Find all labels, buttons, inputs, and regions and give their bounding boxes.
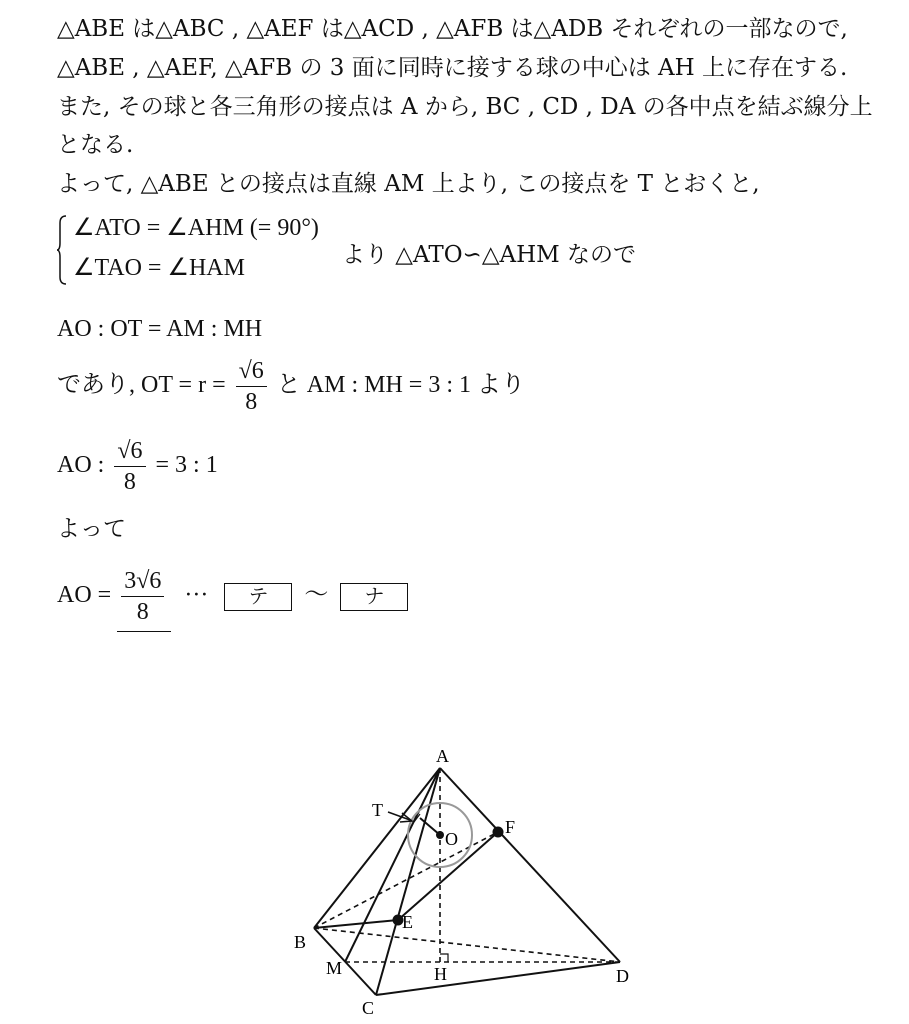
- final-prefix: AO =: [57, 582, 112, 609]
- answer-box-te: テ: [224, 583, 292, 611]
- fraction-numerator: 3√6: [121, 566, 164, 597]
- label-c: C: [362, 998, 375, 1018]
- label-e: E: [402, 912, 413, 932]
- edge-cd: [376, 962, 620, 995]
- edge-ab: [314, 768, 440, 928]
- point-o: [436, 831, 444, 839]
- ao-fraction: [114, 436, 145, 497]
- tilde: 〜: [304, 582, 329, 609]
- ot-suffix: と AM : MH = 3 : 1 より: [276, 372, 526, 399]
- text-yotte: よって: [57, 516, 126, 542]
- tetrahedron-figure: [280, 740, 660, 1024]
- ellipsis: ···: [184, 582, 209, 609]
- text-line-1: △ABE は△ABC , △AEF は△ACD , △AFB は△ADB それぞれの一部なので,: [57, 16, 848, 42]
- edge-bd-hidden: [314, 928, 620, 962]
- answer-underline: [117, 631, 171, 632]
- label-t: T: [372, 800, 383, 820]
- ratio-equation: AO : OT = AM : MH: [57, 316, 263, 342]
- label-d: D: [616, 966, 629, 986]
- edge-ac: [376, 768, 440, 995]
- final-answer-line: [57, 566, 408, 627]
- system-row-2: ∠TAO = ∠HAM: [73, 255, 245, 281]
- similarity-statement: より △ATO∽△AHM なので: [342, 242, 637, 268]
- system-row-1: ∠ATO = ∠AHM (= 90°): [73, 215, 319, 241]
- fraction-denominator: 8: [136, 599, 149, 625]
- label-f: F: [505, 817, 516, 837]
- right-angle-mark-h: [440, 954, 448, 962]
- edge-ad: [440, 768, 620, 962]
- ao-prefix: AO :: [57, 452, 105, 479]
- ot-prefix: であり, OT = r =: [57, 372, 226, 399]
- ot-fraction: [236, 356, 267, 417]
- final-fraction: [121, 566, 164, 627]
- label-o: O: [445, 829, 458, 849]
- fraction-denominator: 8: [245, 389, 258, 415]
- ao-suffix: = 3 : 1: [155, 452, 218, 479]
- ot-equation-line: [57, 356, 525, 417]
- label-h: H: [434, 964, 447, 984]
- fraction-denominator: 8: [123, 469, 136, 495]
- ao-ratio-line: [57, 436, 218, 497]
- fraction-numerator: √6: [236, 356, 267, 387]
- text-line-2: △ABE , △AEF, △AFB の 3 面に同時に接する球の中心は AH 上に存在する.: [57, 55, 848, 81]
- point-f: [493, 827, 504, 838]
- text-line-5: よって, △ABE との接点は直線 AM 上より, この接点を T とおくと,: [57, 171, 760, 197]
- text-line-4: となる.: [57, 132, 134, 158]
- answer-box-na: ナ: [340, 583, 408, 611]
- label-m: M: [326, 958, 343, 978]
- label-a: A: [436, 746, 449, 766]
- text-line-3: また, その球と各三角形の接点は A から, BC , CD , DA の各中点を結ぶ線分上: [57, 94, 873, 120]
- line-be: [314, 920, 398, 928]
- label-b: B: [294, 932, 307, 952]
- left-brace: [57, 215, 67, 285]
- fraction-numerator: √6: [114, 436, 145, 467]
